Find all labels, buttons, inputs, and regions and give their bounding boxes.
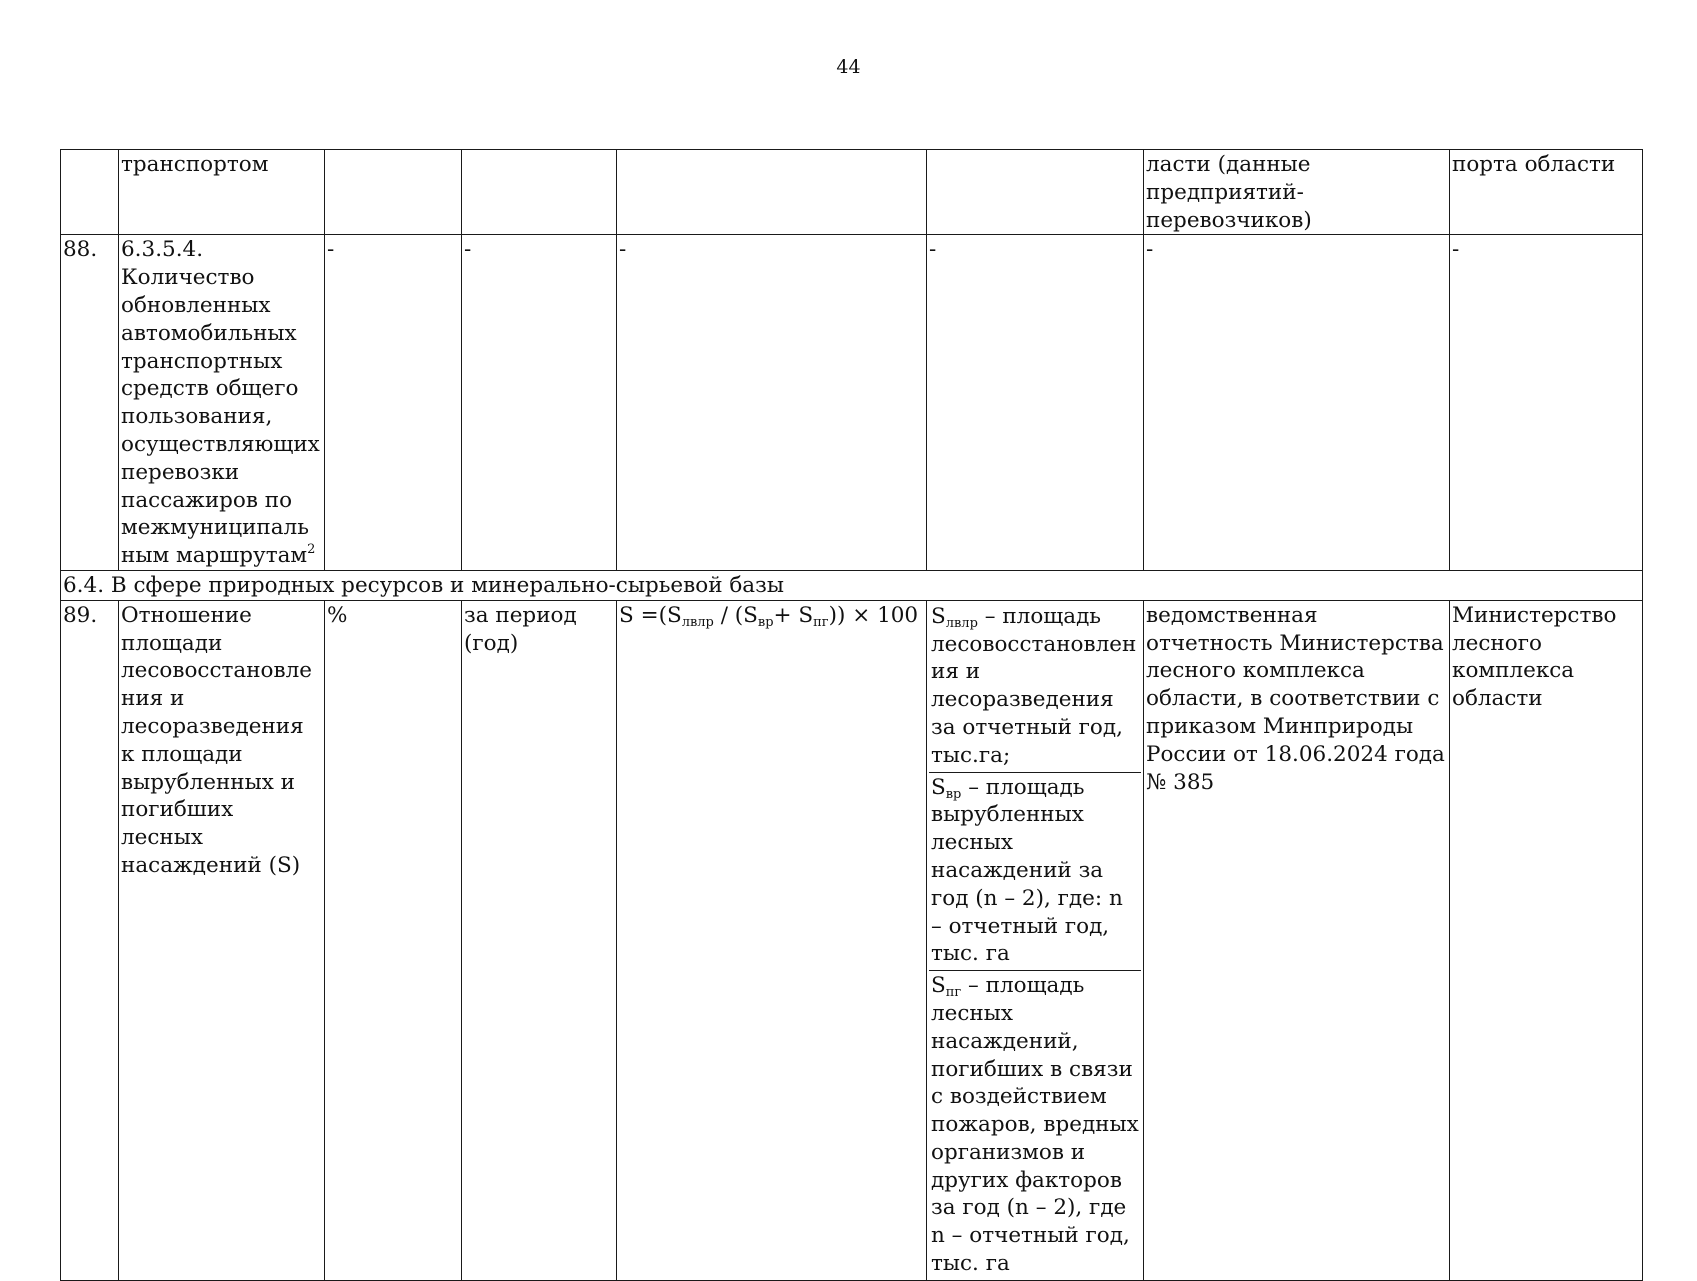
row88-formula: - (617, 235, 927, 571)
continued-vars-cell (927, 150, 1144, 235)
var-symbol: S (931, 973, 946, 999)
row89-source: ведомственная отчетность Министерства лесного комплекса области, в соответствии с приказом Минприроды России от 18.06.2024 года № 385 (1144, 600, 1450, 1280)
var-symbol: S (931, 603, 946, 629)
continued-name-cell: транспортом (119, 150, 325, 235)
formula-subscript: пг (813, 614, 829, 630)
formula-subscript: лвлр (681, 614, 714, 630)
continued-formula-cell (617, 150, 927, 235)
row89-responsible: Министерство лесного комплекса области (1450, 600, 1643, 1280)
row89-num: 89. (61, 600, 119, 1280)
var-subscript: пг (945, 985, 962, 1001)
continued-num-cell (61, 150, 119, 235)
continued-unit-cell (325, 150, 462, 235)
continued-row (61, 150, 1643, 235)
row89-period: за период (год) (462, 600, 617, 1280)
row-88 (61, 235, 1643, 571)
section-heading: 6.4. В сфере природных ресурсов и минерально-сырьевой базы (61, 570, 1643, 600)
continued-period-cell (462, 150, 617, 235)
row88-responsible: - (1450, 235, 1643, 571)
variable-definition (929, 602, 1141, 773)
indicators-table (60, 149, 1643, 1281)
var-symbol: S (931, 774, 946, 800)
var-description: – площадь вырубленных лесных насаждений за год (n – 2), где: n – отчетный год, тыс. га (931, 774, 1123, 967)
row88-period: - (462, 235, 617, 571)
formula-part: S =(S (619, 602, 682, 628)
formula (619, 603, 918, 628)
row89-unit: % (325, 600, 462, 1280)
row89-formula (617, 600, 927, 1280)
continued-source-cell: ласти (данные предприятий-перевозчиков) (1144, 150, 1450, 235)
formula-part: )) × 100 (828, 602, 919, 628)
row89-name: Отношение площади лесовосстановления и лесоразведения к площади вырубленных и погибших лесных насаждений (S) (119, 600, 325, 1280)
row88-footnote-mark: 2 (307, 542, 316, 558)
row88-source: - (1144, 235, 1450, 571)
section-row (61, 570, 1643, 600)
continued-responsible-cell: порта области (1450, 150, 1643, 235)
formula-part: / (S (713, 602, 758, 628)
row89-vars (927, 600, 1144, 1280)
row88-num: 88. (61, 235, 119, 571)
row88-vars: - (927, 235, 1144, 571)
variable-definition (929, 971, 1141, 1280)
formula-part: + S (773, 602, 814, 628)
var-subscript: вр (945, 786, 962, 802)
var-description: – площадь лесных насаждений, погибших в связи с воздействием пожаров, вредных организмов и других факторов за год (n – 2), где n – отчетный год, тыс. га (931, 973, 1139, 1277)
row88-name (119, 235, 325, 571)
variable-definition (929, 773, 1141, 972)
var-subscript: лвлр (945, 615, 978, 631)
var-description: – площадь лесовосстановления и лесоразведения за отчетный год, тыс.га; (931, 603, 1137, 768)
row88-name-text: 6.3.5.4. Количество обновленных автомобильных транспортных средств общего пользования, осуществляющих перевозки пассажиров по межмуниципальным маршрутам (121, 237, 320, 569)
formula-subscript: вр (757, 614, 774, 630)
row88-unit: - (325, 235, 462, 571)
page-number: 44 (836, 56, 861, 78)
row-89 (61, 600, 1643, 1280)
